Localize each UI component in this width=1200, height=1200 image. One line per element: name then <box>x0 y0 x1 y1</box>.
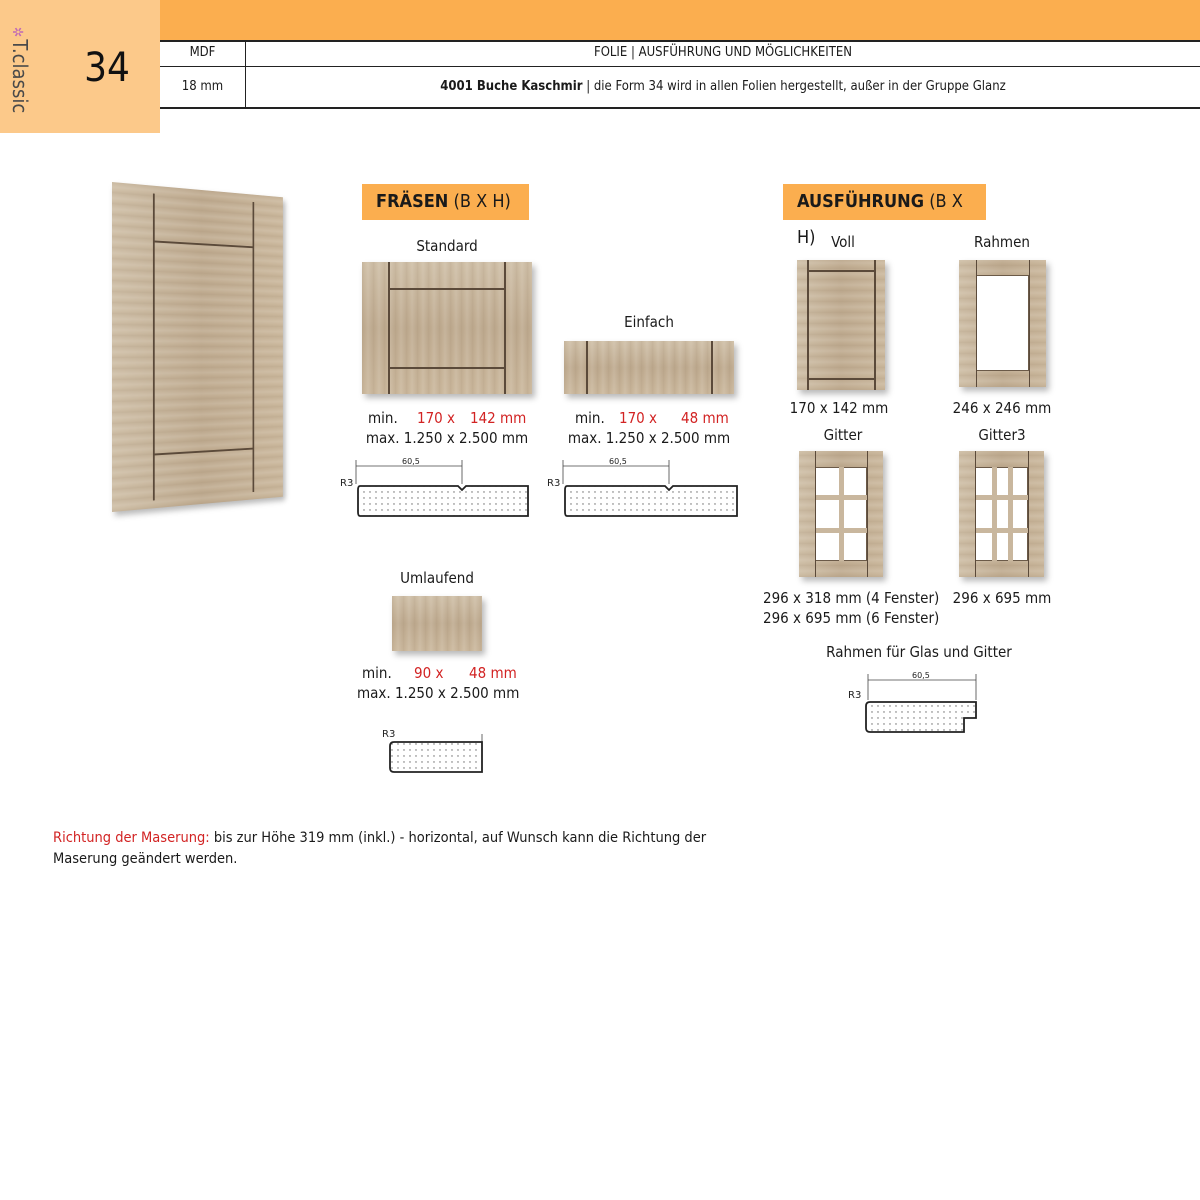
umlaufend-min-label: min. <box>362 664 392 682</box>
einfach-label: Einfach <box>624 313 674 331</box>
standard-min-width: 170 x <box>417 409 456 427</box>
umlaufend-label: Umlaufend <box>400 569 474 587</box>
header-table <box>160 40 1200 108</box>
umlaufend-max: max. 1.250 x 2.500 mm <box>357 684 520 702</box>
grain-direction-label: Richtung der Maserung: <box>53 830 210 846</box>
brand-star-icon: ✲ <box>9 26 25 38</box>
frame-profile-dim: 60,5 <box>912 671 930 680</box>
brand-logo <box>8 26 32 114</box>
ausfuehrung-header: AUSFÜHRUNG (B X H) <box>783 184 986 220</box>
einfach-profile-dim: 60,5 <box>609 457 627 466</box>
header-col2-value: 4001 Buche Kaschmir | die Form 34 wird in allen Folien hergestellt, außer in der Gruppe Glanz <box>440 79 1006 94</box>
standard-min-label: min. <box>368 409 398 427</box>
umlaufend-min-width: 90 x <box>414 664 444 682</box>
einfach-min-width: 170 x <box>619 409 658 427</box>
header-col2-title: FOLIE | AUSFÜHRUNG UND MÖGLICHKEITEN <box>593 45 853 60</box>
umlaufend-min-height: 48 mm <box>469 664 517 682</box>
standard-profile-drawing <box>338 454 538 522</box>
einfach-profile-r: R3 <box>547 478 561 489</box>
grain-direction-note <box>53 828 713 870</box>
voll-size: 170 x 142 mm <box>789 399 889 417</box>
einfach-min-label: min. <box>575 409 605 427</box>
gitter3-label: Gitter3 <box>978 426 1026 444</box>
rahmen-size: 246 x 246 mm <box>952 399 1052 417</box>
umlaufend-profile-r: R3 <box>382 729 396 740</box>
gitter-sample <box>799 451 883 577</box>
header-col1-title: MDF <box>189 45 216 60</box>
rahmen-label: Rahmen <box>974 233 1030 251</box>
rahmen-sample <box>959 260 1046 387</box>
voll-label: Voll <box>831 233 855 251</box>
einfach-sample <box>564 341 734 394</box>
fraesen-header: FRÄSEN (B X H) <box>362 184 529 220</box>
standard-max: max. 1.250 x 2.500 mm <box>365 429 529 447</box>
gitter-size-2: 296 x 695 mm (6 Fenster) <box>763 609 940 627</box>
form-number: 34 <box>84 45 130 91</box>
voll-sample <box>797 260 885 390</box>
gitter3-sample <box>959 451 1044 577</box>
standard-sample <box>362 262 532 394</box>
standard-label: Standard <box>416 237 478 255</box>
gitter-size-1: 296 x 318 mm (4 Fenster) <box>763 589 940 607</box>
einfach-profile-drawing <box>545 454 745 522</box>
brand-name: T.classic <box>8 39 32 114</box>
header-col1-value: 18 mm <box>181 79 224 94</box>
frame-profile-r: R3 <box>848 690 862 701</box>
standard-min-height: 142 mm <box>470 409 527 427</box>
frame-profile-drawing <box>846 668 986 738</box>
grain-direction-text: bis zur Höhe 319 mm (inkl.) - horizontal, auf Wunsch kann die Richtung der Maserung geändert werden. <box>53 830 707 867</box>
header-band <box>160 0 1200 40</box>
umlaufend-profile-drawing <box>378 724 490 778</box>
gitter-label: Gitter <box>823 426 863 444</box>
einfach-min-height: 48 mm <box>681 409 729 427</box>
door-front-image <box>112 182 283 512</box>
standard-profile-r: R3 <box>340 478 354 489</box>
standard-profile-dim: 60,5 <box>402 457 420 466</box>
frame-profile-label: Rahmen für Glas und Gitter <box>826 643 1012 661</box>
umlaufend-sample <box>392 596 482 651</box>
einfach-max: max. 1.250 x 2.500 mm <box>567 429 731 447</box>
gitter3-size: 296 x 695 mm <box>952 589 1052 607</box>
